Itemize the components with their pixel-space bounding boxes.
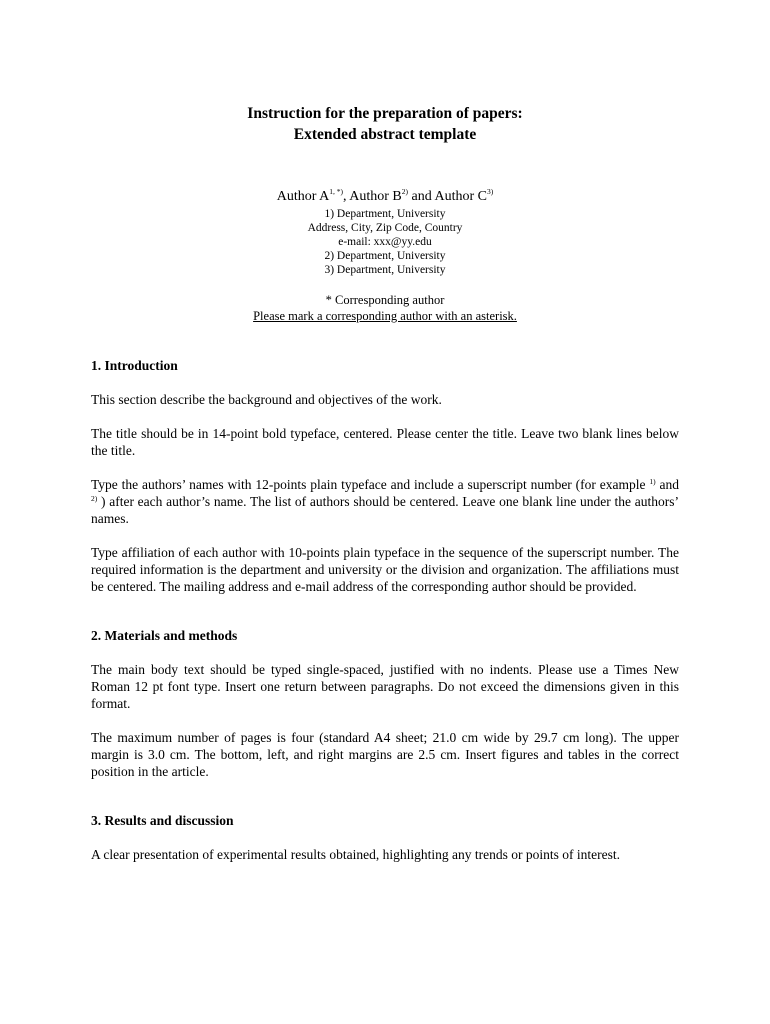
author-c: Author C <box>434 189 487 204</box>
affiliation-email: e-mail: xxx@yy.edu <box>338 236 432 248</box>
author-a-superscript: 1, *) <box>329 187 344 196</box>
paragraph: The main body text should be typed single-spaced, justified with no indents. Please use a Times New Roman 12 pt font type. Insert one return between paragraphs. Do not exceed the dimensions given in this format. <box>91 662 679 711</box>
example-superscript-2: 2) <box>91 494 98 503</box>
paragraph: This section describe the background and objectives of the work. <box>91 392 442 407</box>
author-and: and <box>408 189 435 204</box>
author-c-superscript: 3) <box>486 187 494 196</box>
title-line-1: Instruction for the preparation of papers: <box>247 105 523 122</box>
paragraph-text: and <box>655 477 679 492</box>
paragraph-text: ) after each author’s name. The list of authors should be centered. Leave one blank line under the authors’ names. <box>91 494 679 526</box>
affiliation-line: 2) Department, University <box>324 250 446 262</box>
title-line-2: Extended abstract template <box>293 126 477 143</box>
corresponding-label: * Corresponding author <box>325 293 445 307</box>
author-b: Author B <box>349 189 402 204</box>
section-heading-results: 3. Results and discussion <box>91 813 234 828</box>
paragraph: Type affiliation of each author with 10-points plain typeface in the sequence of the superscript number. The required information is the department and university or the division and organization. The affiliations must be centered. The mailing address and e-mail address of the corresponding author should be provided. <box>91 545 679 594</box>
corresponding-note: Please mark a corresponding author with an asterisk. <box>253 308 517 323</box>
affiliation-line: 1) Department, University <box>324 208 446 220</box>
document-body <box>91 103 679 863</box>
paragraph-text: Type the authors’ names with 12-points plain typeface and include a superscript number (for example <box>91 477 650 492</box>
corresponding-block <box>91 293 679 324</box>
paragraph: The title should be in 14-point bold typeface, centered. Please center the title. Leave two blank lines below the title. <box>91 426 679 458</box>
author-a: Author A <box>276 189 330 204</box>
section-heading-introduction: 1. Introduction <box>91 358 178 373</box>
affiliation-line: Address, City, Zip Code, Country <box>307 222 463 234</box>
affiliation-block <box>91 207 679 277</box>
example-superscript-1: 1) <box>649 477 656 486</box>
author-b-superscript: 2) <box>401 187 409 196</box>
paragraph <box>91 476 679 527</box>
author-separator: , <box>343 189 350 204</box>
author-list <box>91 187 679 207</box>
paragraph: A clear presentation of experimental results obtained, highlighting any trends or points of interest. <box>91 847 620 862</box>
section-heading-methods: 2. Materials and methods <box>91 628 238 643</box>
paragraph: The maximum number of pages is four (standard A4 sheet; 21.0 cm wide by 29.7 cm long). The upper margin is 3.0 cm. The bottom, left, and right margins are 2.5 cm. Insert figures and tables in the correct position in the article. <box>91 730 679 779</box>
affiliation-line: 3) Department, University <box>324 264 446 276</box>
